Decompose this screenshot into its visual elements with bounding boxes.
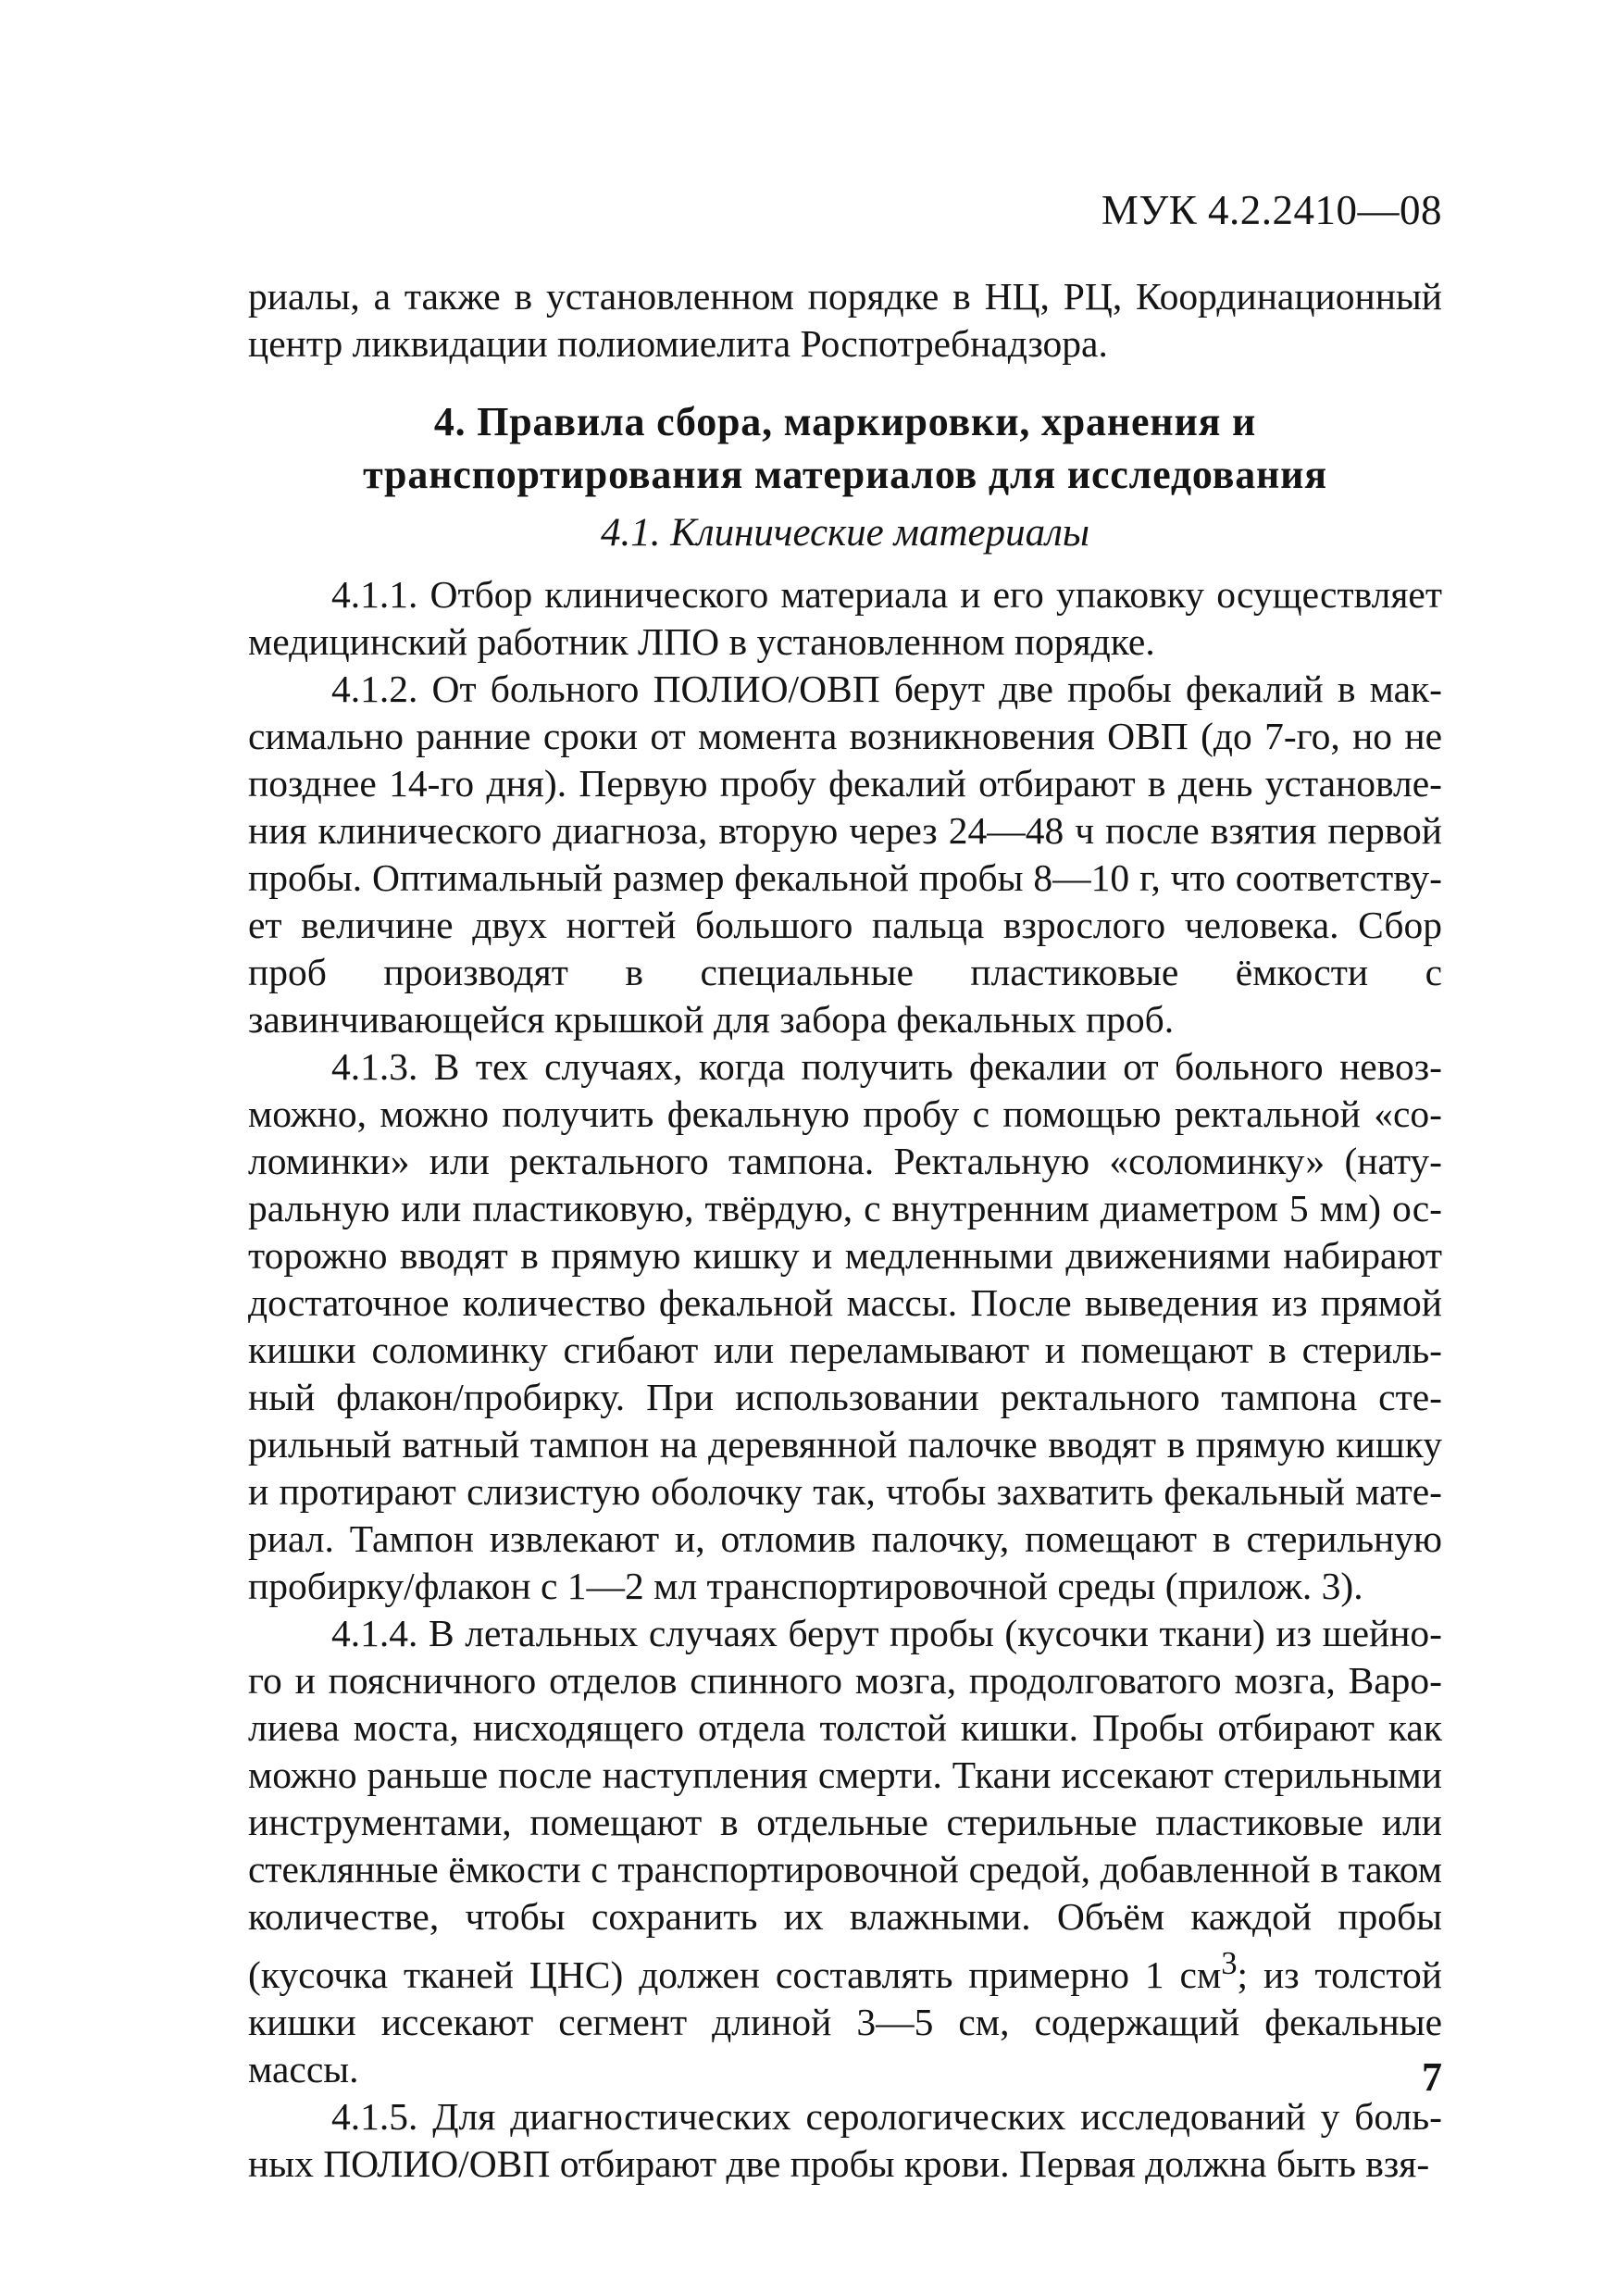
document-code: МУК 4.2.2410—08 bbox=[1101, 187, 1442, 233]
page-number: 7 bbox=[1422, 2054, 1442, 2100]
intro-paragraph: риалы, а также в установленном порядке в НЦ, РЦ, Координационный центр ликвидации полиомиелита Роспотребнадзора. bbox=[248, 275, 1442, 365]
paragraph-4-1-1: 4.1.1. Отбор клинического материала и его упаковку осуществляет медицинский работник ЛПО в установленном порядке. bbox=[248, 573, 1442, 663]
subsection-title: 4.1. Клинические материалы bbox=[601, 511, 1089, 555]
paragraph-4-1-5: 4.1.5. Для диагностических серологических исследований у больных ПОЛИО/ОВП отбирают две пробы крови. Первая должна быть взя- bbox=[248, 2094, 1442, 2185]
paragraph-4-1-4 bbox=[248, 1610, 1442, 2093]
section-title bbox=[248, 395, 1442, 501]
section-title-line-1: 4. Правила сбора, маркировки, хранения и bbox=[433, 399, 1257, 444]
paragraph-4-1-4-start: 4.1.4. В летальных случаях берут пробы (кусочки ткани) из шейного и поясничного отделов спинного мозга, продолговатого мозга, Варолиева моста, нисходящего отдела толстой кишки. Пробы отбирают как можно раньше после наступления смерти. Ткани иссекают стерильными инструментами, помещают в отдельные стерильные пластиковые или стеклянные ёмкости с транспортировочной средой, добавленной в таком количестве, чтобы сохранить их влажными. Объём каждой пробы (кусочка тканей ЦНС) должен составлять примерно 1 см bbox=[248, 1612, 1442, 1996]
section-title-line-2: транспортирования материалов для исследования bbox=[363, 452, 1327, 497]
document-body bbox=[248, 273, 1442, 2188]
paragraph-4-1-3: 4.1.3. В тех случаях, когда получить фекалии от больного невозможно, можно получить фекальную пробу с помощью ректальной «соломинки» или ректального тампона. Ректальную «соломинку» (натуральную или пластиковую, твёрдую, с внутренним диаметром 5 мм) осторожно вводят в прямую кишку и медленными движениями набирают достаточное количество фекальной массы. После выведения из прямой кишки соломинку сгибают или переламывают и помещают в стерильный флакон/пробирку. При использовании ректального тампона стерильный ватный тампон на деревянной палочке вводят в прямую кишку и протирают слизистую оболочку так, чтобы захватить фекальный материал. Тампон извлекают и, отломив палочку, помещают в стерильную пробирку/флакон с 1—2 мл транспортировочной среды (прилож. 3). bbox=[248, 1045, 1442, 1607]
paragraph-4-1-2: 4.1.2. От больного ПОЛИО/ОВП берут две пробы фекалий в максимально ранние сроки от момента возникновения ОВП (до 7-го, но не позднее 14-го дня). Первую пробу фекалий отбирают в день установления клинического диагноза, вторую через 24—48 ч после взятия первой пробы. Оптимальный размер фекальной пробы 8—10 г, что соответствует величине двух ногтей большого пальца взрослого человека. Сбор проб производят в специальные пластиковые ёмкости с завинчивающейся крышкой для забора фекальных проб. bbox=[248, 668, 1442, 1041]
superscript-cubic: 3 bbox=[1221, 1946, 1238, 1981]
paragraph-4-1-4-end: ; из толстой кишки иссекают сегмент длиной 3—5 см, содержащий фекальные массы. bbox=[248, 1953, 1442, 2090]
